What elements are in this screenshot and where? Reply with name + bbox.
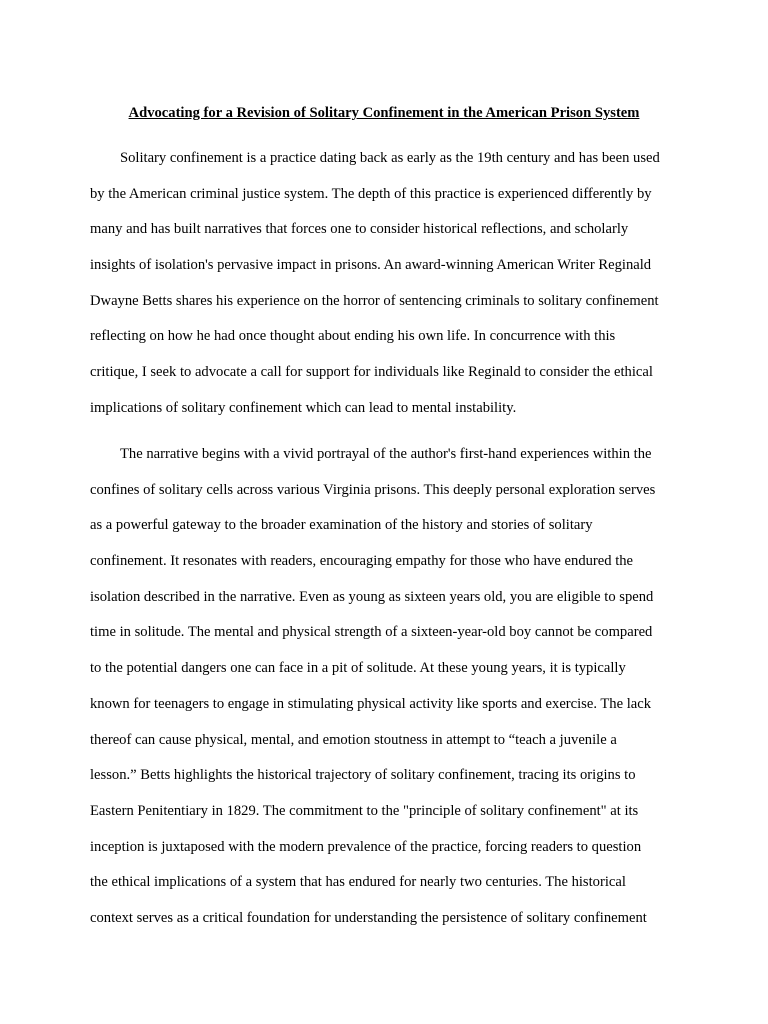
document-title: Advocating for a Revision of Solitary Confinement in the American Prison System: [128, 105, 640, 121]
paragraph-1-line-5: Dwayne Betts shares his experience on the horror of sentencing criminals to solitary confinement: [90, 293, 659, 309]
paragraph-2-line-10: lesson.” Betts highlights the historical trajectory of solitary confinement, tracing its origins to: [90, 767, 636, 783]
paragraph-2-line-7: to the potential dangers one can face in a pit of solitude. At these young years, it is typically: [90, 660, 626, 676]
paragraph-2-line-2: confines of solitary cells across various Virginia prisons. This deeply personal exploration serves: [90, 482, 656, 498]
paragraph-1-line-3: many and has built narratives that forces one to consider historical reflections, and scholarly: [90, 221, 629, 237]
paragraph-1-line-6: reflecting on how he had once thought about ending his own life. In concurrence with this: [90, 328, 616, 344]
paragraph-1-line-2: by the American criminal justice system. The depth of this practice is experienced differently by: [90, 186, 652, 202]
paragraph-1-line-7: critique, I seek to advocate a call for support for individuals like Reginald to consider the ethical: [90, 364, 653, 380]
paragraph-2-line-11: Eastern Penitentiary in 1829. The commitment to the "principle of solitary confinement" at its: [90, 803, 639, 819]
paragraph-2-line-14: context serves as a critical foundation for understanding the persistence of solitary confinement: [90, 910, 647, 926]
paragraph-2-line-6: time in solitude. The mental and physical strength of a sixteen-year-old boy cannot be compared: [90, 624, 653, 640]
paragraph-2-line-9: thereof can cause physical, mental, and emotion stoutness in attempt to “teach a juvenile a: [90, 732, 617, 748]
paragraph-2-line-5: isolation described in the narrative. Even as young as sixteen years old, you are eligible to spend: [90, 589, 654, 605]
paragraph-2-line-1: The narrative begins with a vivid portrayal of the author's first-hand experiences within the: [120, 446, 652, 462]
paragraph-2-line-13: the ethical implications of a system that has endured for nearly two centuries. The historical: [90, 874, 626, 890]
paragraph-1-line-1: Solitary confinement is a practice dating back as early as the 19th century and has been used: [120, 150, 660, 166]
paragraph-2-line-8: known for teenagers to engage in stimulating physical activity like sports and exercise. The lack: [90, 696, 652, 712]
paragraph-2-line-12: inception is juxtaposed with the modern prevalence of the practice, forcing readers to question: [90, 839, 642, 855]
paragraph-1-line-4: insights of isolation's pervasive impact in prisons. An award-winning American Writer Reginald: [90, 257, 652, 273]
paragraph-2-line-3: as a powerful gateway to the broader examination of the history and stories of solitary: [90, 517, 593, 533]
paragraph-1-line-8: implications of solitary confinement which can lead to mental instability.: [90, 400, 517, 416]
paragraph-2-line-4: confinement. It resonates with readers, encouraging empathy for those who have endured the: [90, 553, 634, 569]
